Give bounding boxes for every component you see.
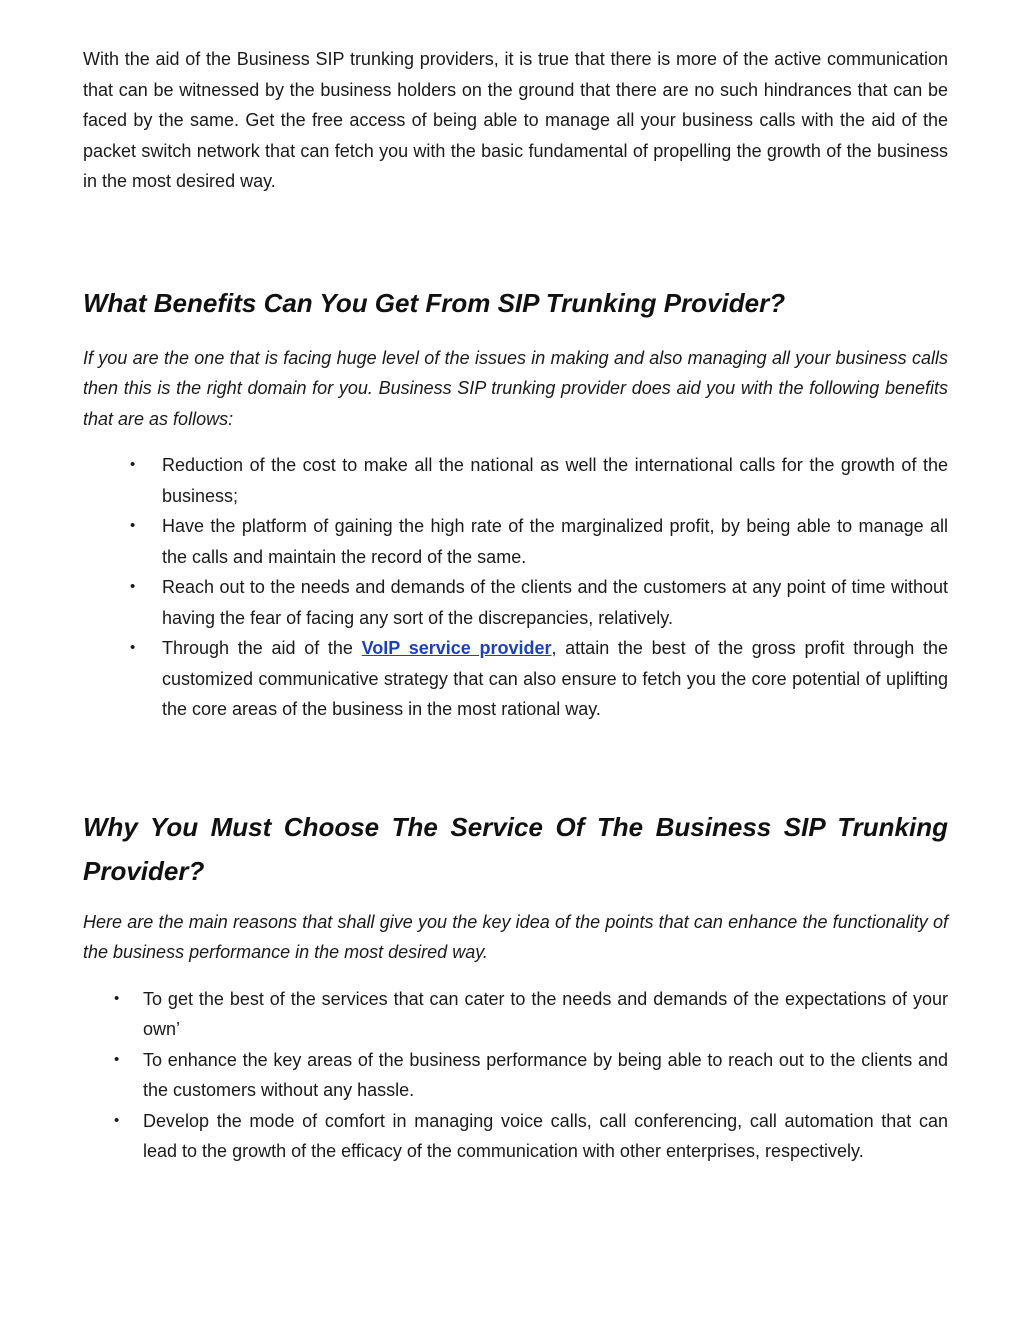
list-item [83, 984, 948, 1045]
list-item [83, 450, 948, 511]
voip-service-provider-link[interactable]: VoIP service provider [361, 638, 552, 658]
reasons-list [83, 984, 948, 1167]
list-item-text: Reduction of the cost to make all the national as well the international calls for the growth of the business; [162, 455, 948, 506]
list-item [83, 572, 948, 633]
bullet-icon: • [130, 456, 136, 473]
bullet-icon: • [114, 1050, 120, 1068]
bullet-icon: • [130, 517, 136, 534]
list-item [83, 633, 948, 725]
list-item [83, 1045, 948, 1106]
list-item [83, 1106, 948, 1167]
list-item-text-before: Through the aid of the [162, 638, 362, 658]
list-item-text: Reach out to the needs and demands of the clients and the customers at any point of time without having the fear of facing any sort of the discrepancies, relatively. [162, 577, 948, 628]
list-item-text: To enhance the key areas of the business performance by being able to reach out to the clients and the customers without any hassle. [143, 1049, 948, 1100]
bullet-icon: • [114, 989, 120, 1007]
bullet-icon: • [130, 639, 136, 656]
section-heading-benefits: What Benefits Can You Get From SIP Trunking Provider? [83, 287, 786, 318]
section-lead-benefits: If you are the one that is facing huge level of the issues in making and also managing all your business calls then this is the right domain for you. Business SIP trunking provider does aid you with the following benefits that are as follows: [83, 347, 948, 429]
bullet-icon: • [130, 578, 136, 595]
bullet-icon: • [114, 1111, 120, 1129]
document-page [83, 44, 948, 1167]
list-item-text-after: , attain the best of the gross profit through the customized communicative strategy that can also ensure to fetch you the core potential of uplifting the core areas of the business in the most rational way. [162, 638, 948, 719]
section-lead-why: Here are the main reasons that shall give you the key idea of the points that can enhance the functionality of the business performance in the most desired way. [83, 911, 948, 962]
intro-paragraph: With the aid of the Business SIP trunking providers, it is true that there is more of the active communication that can be witnessed by the business holders on the ground that there are no such hindrances that can be faced by the same. Get the free access of being able to manage all your business calls with the aid of the packet switch network that can fetch you with the basic fundamental of propelling the growth of the business in the most desired way. [83, 49, 948, 191]
list-item [83, 511, 948, 572]
section-heading-why: Why You Must Choose The Service Of The Business SIP Trunking Provider? [83, 811, 948, 886]
list-item-text: Have the platform of gaining the high rate of the marginalized profit, by being able to manage all the calls and maintain the record of the same. [162, 516, 948, 567]
benefits-list [83, 450, 948, 725]
list-item-text: Develop the mode of comfort in managing voice calls, call conferencing, call automation that can lead to the growth of the efficacy of the communication with other enterprises, respectively. [143, 1110, 948, 1161]
list-item-text: To get the best of the services that can cater to the needs and demands of the expectations of your own’ [143, 988, 948, 1039]
